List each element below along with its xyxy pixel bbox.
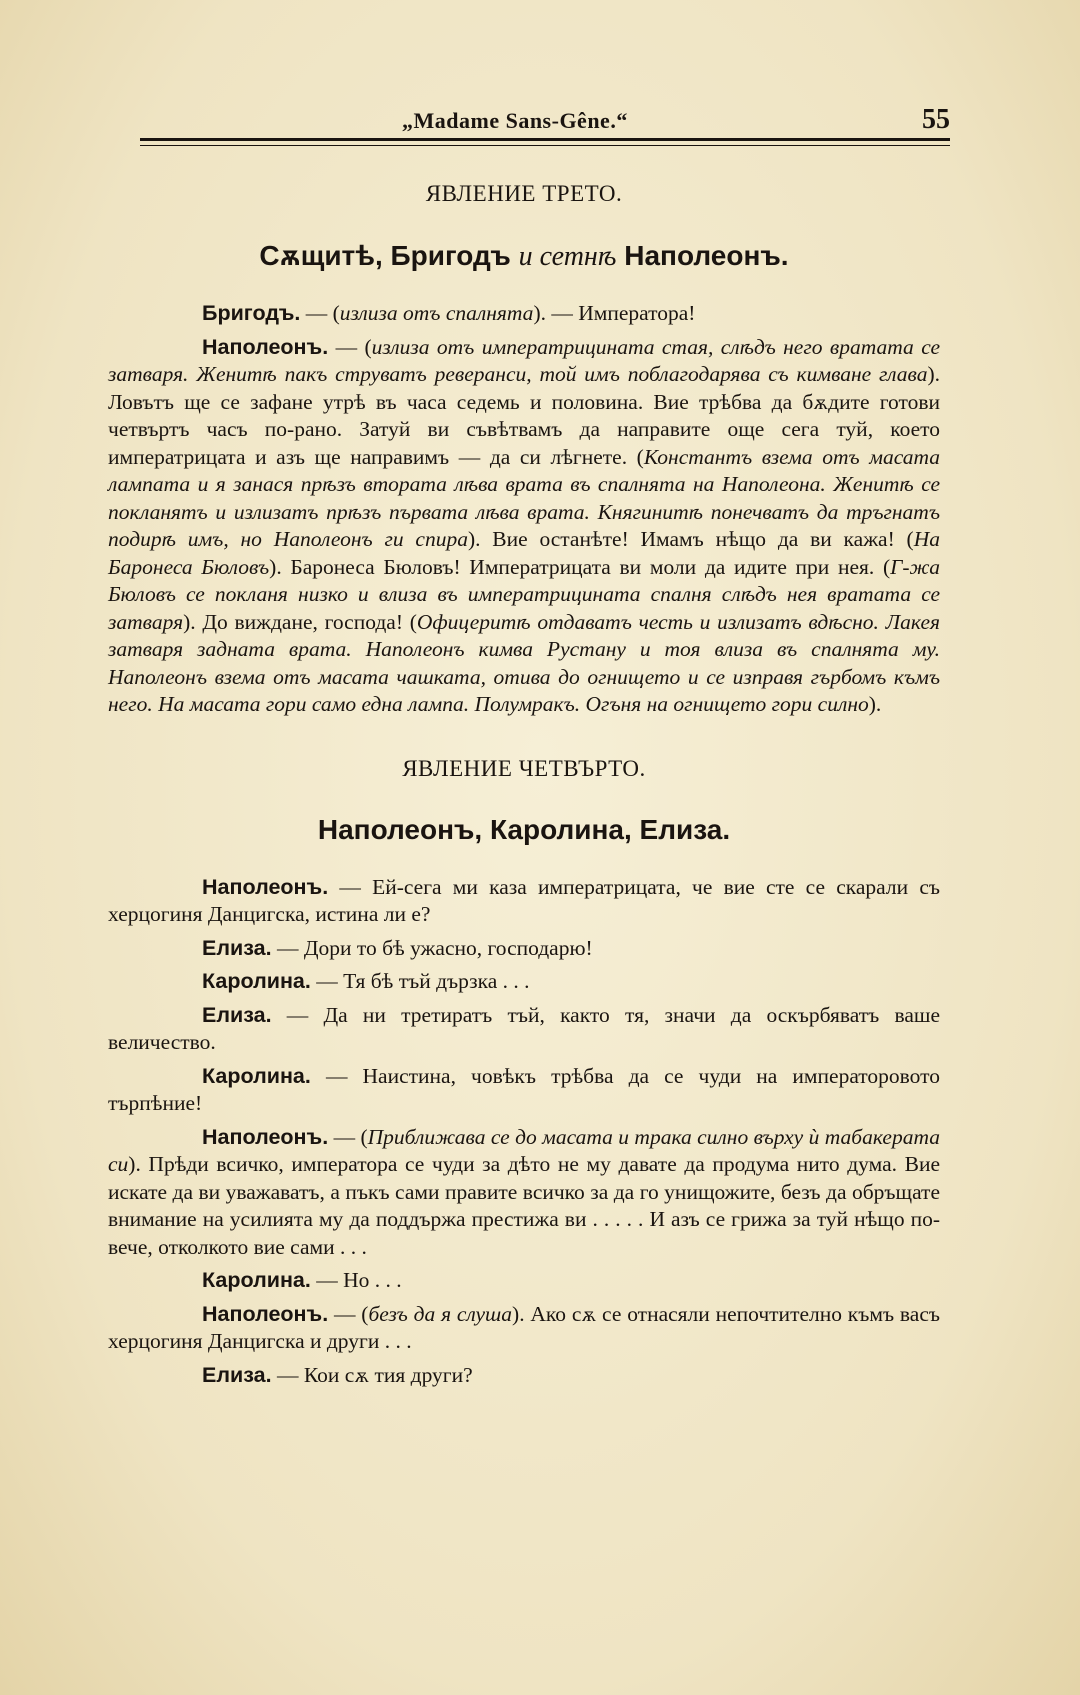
speech-text: — (: [300, 301, 340, 325]
characters-part1: Сѫщитѣ, Бригодъ: [259, 239, 511, 271]
scene-4-characters: Наполеонъ, Каролина, Елиза.: [317, 814, 731, 845]
speaker-name: Елиза.: [202, 1362, 272, 1387]
speaker-name: Каролина.: [202, 1268, 311, 1292]
page-header: [140, 104, 950, 148]
page-number: 55: [922, 104, 950, 135]
speech-text: — (: [328, 334, 372, 359]
speech-napoleon-1: [108, 334, 940, 719]
stage-direction: излиза отъ императрицината стая, слѣдъ него вратата се затваря. Женитѣ пакъ струватъ реверанси, той имъ поблагодарява съ кимване глава: [108, 334, 940, 386]
speech-text: — (: [328, 1301, 369, 1326]
running-title: „Madame Sans-Gêne.“: [402, 108, 628, 133]
stage-direction: Офицеритѣ отдаватъ честь и излизатъ вдѣсно. Лакея затваря задната врата. Наполеонъ кимва Рустану и тоя влиза въ спалнята му. Наполеонъ взема отъ масата чашката, отива до огнището и се изправя гърбомъ къмъ него. На масата гори само една лампа. Полумракъ. Огъня на огнището гори силно: [108, 609, 940, 716]
speech-text: ). — Императора!: [533, 301, 696, 325]
speech-text: — Наистина, човѣкъ трѣбва да се чуди на императоровото търпѣние!: [108, 1063, 940, 1115]
stage-direction: Константъ взема отъ масата лампата и я занася прѣзъ втората лѣва врата въ спалнята на Наполеона. Женитѣ се покланятъ и излизатъ прѣзъ първата лѣва врата. Княгинитѣ понечватъ да тръгнатъ подирѣ имъ, но Наполеонъ ги спира: [108, 444, 940, 551]
speaker-name: Каролина.: [202, 1063, 311, 1088]
scene-4-heading: ЯВЛЕНИЕ ЧЕТВЪРТО.: [402, 755, 646, 781]
speaker-name: Елиза.: [202, 1002, 272, 1027]
speech-text: — Но . . .: [310, 1268, 402, 1292]
stage-direction: Г-жа Бюловъ се покланя низко и влиза въ императрицината спалня слѣдъ нея вратата се затваря: [108, 554, 940, 634]
speaker-name: Наполеонъ.: [202, 1124, 329, 1149]
section-gap: [108, 719, 940, 755]
speech-text: ). Вие останѣте! Имамъ нѣщо да ви кажа! (: [467, 527, 914, 551]
speech-text: — Да ни третиратъ тъй, както тя, значи да оскърбяватъ ваше величество.: [108, 1002, 940, 1054]
speech-text: — Тя бѣ тъй дързка . . .: [310, 969, 530, 993]
stage-direction: На Баронеса Бюловъ: [108, 527, 940, 579]
speech-text: ). Ако сѫ се отнасяли непочтително къмъ васъ херцогиня Данцигска и други . . .: [108, 1301, 940, 1353]
speaker-name: Наполеонъ.: [202, 874, 329, 899]
speaker-name: Каролина.: [202, 969, 311, 993]
speech-text: ). Ловътъ ще се зафане утрѣ въ часа седемь и половина. Вие трѣбва да бѫдите готови четвъртъ часъ по-рано. Затуй ви съвѣтвамъ да направите още сега туй, което императрицата и азъ ще направимъ — да си лѣгнете. (: [108, 362, 940, 469]
speech-text: — Дори то бѣ ужасно, господарю!: [271, 935, 593, 960]
speech-eliza-2: [108, 1002, 940, 1057]
speaker-name: Бригодъ.: [202, 301, 301, 325]
speech-text: ). Баронеса Бюловъ! Императрицата ви моли да идите при нея. (: [269, 554, 891, 579]
speech-karolina-1: [108, 968, 940, 996]
stage-direction: Приближава се до масата и трака силно върху ѝ табакерата си: [108, 1124, 940, 1176]
stage-direction: излиза отъ спалнята: [339, 301, 534, 325]
speaker-name: Елиза.: [202, 935, 272, 960]
speech-eliza-3: [108, 1362, 940, 1390]
characters-part2: Наполеонъ.: [624, 239, 789, 271]
header-rule-thin: [140, 145, 950, 146]
speech-text: — (: [328, 1124, 368, 1149]
speech-karolina-3: [108, 1267, 940, 1295]
speech-napoleon-4: [108, 1301, 940, 1356]
speech-eliza-1: [108, 935, 940, 963]
speech-text: ). Прѣди всичко, императора се чуди за дѣто не му давате да продума нито дума. Вие искате да ви уважаватъ, а пъкъ сами правите всичко за да го унищожите, безъ да обръщате внимание на усилията му да поддържа престижа ви . . . . . И азъ се грижа за туй нѣщо по-вече, отколкото вие сами . . .: [108, 1152, 940, 1259]
stage-direction: безъ да я слуша: [368, 1301, 513, 1326]
header-rule-thick: [140, 138, 950, 141]
speaker-name: Наполеонъ.: [202, 1301, 329, 1326]
speech-brigod: [108, 300, 940, 328]
speaker-name: Наполеонъ.: [202, 334, 329, 359]
speech-text: ). До виждане, господа! (: [183, 609, 417, 634]
page-body: [108, 180, 940, 1389]
speech-napoleon-2: [108, 874, 940, 929]
speech-text: — Кои сѫ тия други?: [271, 1362, 473, 1387]
speech-napoleon-3: [108, 1124, 940, 1262]
speech-text: — Ей-сега ми каза императрицата, че вие сте се скарали съ херцогиня Данцигска, истина ли е?: [108, 874, 940, 926]
speech-text: ).: [868, 692, 882, 716]
speech-karolina-2: [108, 1063, 940, 1118]
scene-3-heading: ЯВЛЕНИЕ ТРЕТО.: [425, 181, 623, 206]
scene-3-characters: [108, 239, 940, 272]
characters-conj: и сетнѣ: [518, 240, 617, 272]
